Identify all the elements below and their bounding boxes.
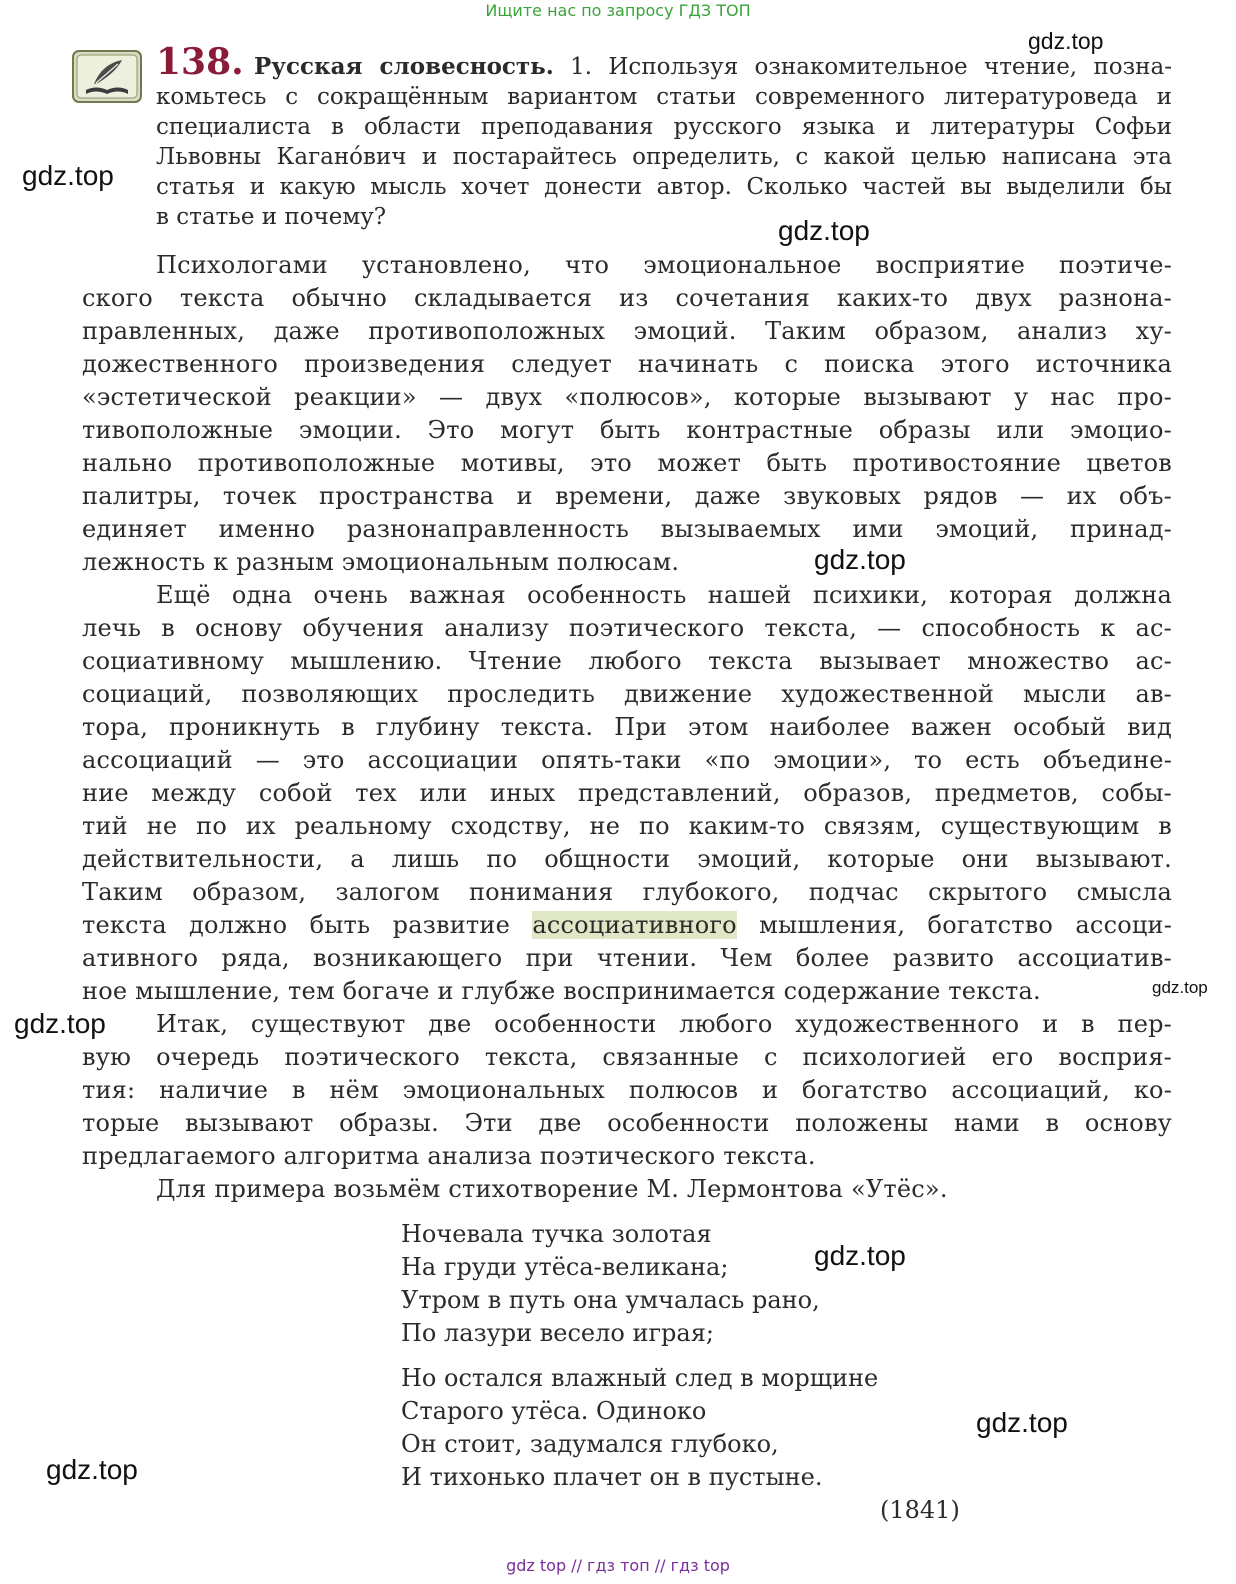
poem-line: Но остался влажный след в морщине <box>401 1364 879 1392</box>
poem-line: По лазури весело играя; <box>401 1319 714 1347</box>
article-line: вую очередь поэтического текста, связанные с психологией его восприя- <box>82 1043 1172 1071</box>
task-number: 138. <box>156 41 244 83</box>
article-line: «эстетической реакции» — двух «полюсов», которые вызывают у нас про- <box>82 383 1172 411</box>
article-line: единяет именно разнонаправленность вызываемых ими эмоций, принад- <box>82 515 1172 543</box>
poem-line: Он стоит, задумался глубоко, <box>401 1430 779 1458</box>
article-line: ассоциаций — это ассоциации опять-таки «по эмоции», то есть объедине- <box>82 746 1172 774</box>
article-line: нально противоположные мотивы, это может быть противостояние цветов <box>82 449 1172 477</box>
article-line: палитры, точек пространства и времени, даже звуковых рядов — их объ- <box>82 482 1172 510</box>
watermark: gdz.top <box>1152 978 1208 997</box>
watermark: gdz.top <box>976 1407 1068 1438</box>
literature-book-icon <box>72 50 142 103</box>
task-text-line: в статье и почему? <box>156 204 387 230</box>
search-banner: Ищите нас по запросу ГДЗ ТОП <box>485 1 751 20</box>
task-text-line: статья и какую мысль хочет донести автор. Сколько частей вы выделили бы <box>156 174 1172 200</box>
article-line: дожественного произведения следует начинать с поиска этого источника <box>82 350 1172 378</box>
article-line: тора, проникнуть в глубину текста. При этом наиболее важен особый вид <box>82 713 1172 741</box>
article-line: Для примера возьмём стихотворение М. Лермонтова «Утёс». <box>156 1175 948 1203</box>
article-line: Итак, существуют две особенности любого художественного и в пер- <box>156 1010 1172 1038</box>
poem-line: Ночевала тучка золотая <box>401 1220 712 1248</box>
article-line: предлагаемого алгоритма анализа поэтического текста. <box>82 1142 816 1170</box>
article-line: ского текста обычно складывается из сочетания каких-то двух разнона- <box>82 284 1172 312</box>
article-line: тий не по их реальному сходству, не по каким-то связям, существующим в <box>82 812 1172 840</box>
article-line: социативному мышлению. Чтение любого текста вызывает множество ас- <box>82 647 1172 675</box>
article-line: лечь в основу обучения анализу поэтического текста, — способность к ас- <box>82 614 1172 642</box>
task-text-line: Львовны Каганóвич и постарайтесь определить, с какой целью написана эта <box>156 144 1172 170</box>
poem-line: Старого утёса. Одиноко <box>401 1397 707 1425</box>
article-line: торые вызывают образы. Эти две особенности положены нами в основу <box>82 1109 1172 1137</box>
article-line: тивоположные эмоции. Это могут быть контрастные образы или эмоцио- <box>82 416 1172 444</box>
article-line: Психологами установлено, что эмоциональное восприятие поэтиче- <box>156 251 1172 279</box>
article-line-highlighted: текста должно быть развитие ассоциативного мышления, богатство ассоци- <box>82 911 1173 939</box>
article-line: Таким образом, залогом понимания глубокого, подчас скрытого смысла <box>82 878 1172 906</box>
article-line: действительности, а лишь по общности эмоций, которые они вызывают. <box>82 845 1172 873</box>
task-title: Русская словесность. <box>254 53 554 80</box>
article-line: ние между собой тех или иных представлений, образов, предметов, собы- <box>82 779 1172 807</box>
footer-links: gdz top // гдз топ // гдз top <box>506 1556 730 1575</box>
poem-line: На груди утёса-великана; <box>401 1253 729 1281</box>
watermark: gdz.top <box>1028 28 1104 54</box>
article-line: ативного ряда, возникающего при чтении. Чем более развито ассоциатив- <box>82 944 1172 972</box>
poem-line: И тихонько плачет он в пустыне. <box>401 1463 823 1491</box>
watermark: gdz.top <box>814 544 906 575</box>
watermark: gdz.top <box>22 160 114 191</box>
task-text-line: специалиста в области преподавания русского языка и литературы Софьи <box>156 114 1172 140</box>
article-line: ное мышление, тем богаче и глубже воспринимается содержание текста. <box>82 977 1041 1005</box>
watermark: gdz.top <box>46 1454 138 1485</box>
watermark: gdz.top <box>814 1240 906 1271</box>
poem-line: Утром в путь она умчалась рано, <box>401 1286 820 1314</box>
watermark: gdz.top <box>778 215 870 246</box>
article-line: социаций, позволяющих проследить движение художественной мысли ав- <box>82 680 1172 708</box>
watermark: gdz.top <box>14 1008 106 1039</box>
article-line: лежность к разным эмоциональным полюсам. <box>82 548 680 576</box>
task-text-line: комьтесь с сокращённым вариантом статьи современного литературоведа и <box>156 84 1172 110</box>
highlighted-word: ассоциативного <box>532 911 737 939</box>
article-line: правленных, даже противоположных эмоций. Таким образом, анализ ху- <box>82 317 1172 345</box>
poem-year: (1841) <box>880 1496 960 1524</box>
article-line: тия: наличие в нём эмоциональных полюсов и богатство ассоциаций, ко- <box>82 1076 1172 1104</box>
article-line: Ещё одна очень важная особенность нашей психики, которая должна <box>156 581 1172 609</box>
task-text-line: Русская словесность. 1. Используя ознакомительное чтение, позна- <box>254 53 1172 80</box>
